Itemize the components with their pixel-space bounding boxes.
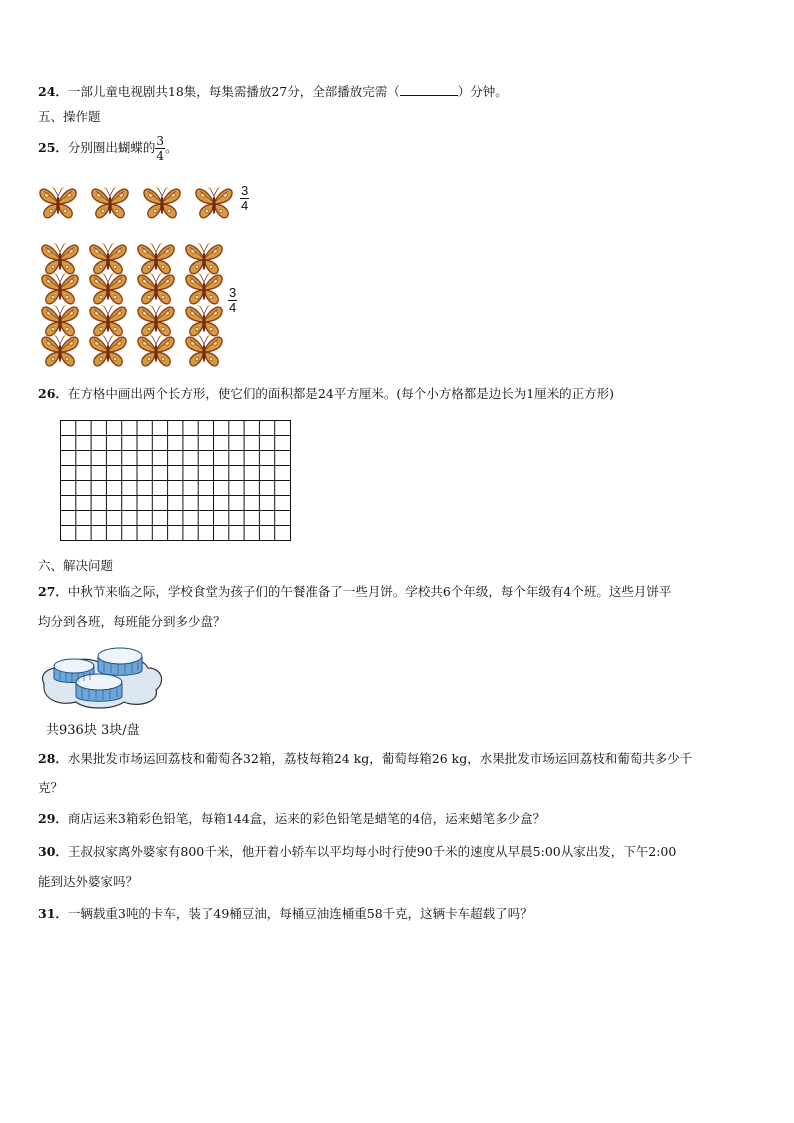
question-text: 一部儿童电视剧共18集，每集需播放27分，全部播放完需（ <box>67 84 400 99</box>
question-31 <box>38 906 533 922</box>
question-text: 商店运来3箱彩色铅笔，每箱144盒，运来的彩色铅笔是蜡笔的4倍，运来蜡笔多少盒？ <box>67 811 546 826</box>
question-text: 在方格中画出两个长方形，使它们的面积都是24平方厘米。(每个小方格都是边长为1厘米的正方形) <box>67 386 615 401</box>
butterfly-icon <box>90 186 130 220</box>
question-text-end: ）分钟。 <box>457 84 508 99</box>
butterfly-icon <box>136 242 176 276</box>
butterfly-icon <box>136 304 176 338</box>
fraction-numerator: 3 <box>241 183 249 198</box>
question-text: 分别圈出蝴蝶的 <box>67 140 156 155</box>
section-title-6: 六、解决问题 <box>38 558 114 573</box>
butterfly-icon <box>184 304 224 338</box>
butterfly-icon <box>184 272 224 306</box>
group-1-fraction <box>240 184 249 213</box>
question-26 <box>38 386 614 402</box>
question-number: 29． <box>38 811 68 826</box>
fraction-numerator: 3 <box>229 285 237 300</box>
fraction-denominator: 4 <box>156 149 165 163</box>
fraction <box>155 134 165 163</box>
question-text-end: 。 <box>165 140 178 155</box>
question-30-line2: 能到达外婆家吗？ <box>38 874 139 889</box>
question-text: 水果批发市场运回荔枝和葡萄各32箱，荔枝每箱24 kg，葡萄每箱26 kg，水果批发市场运回荔枝和葡萄共多少千 <box>67 751 693 766</box>
butterfly-icon <box>142 186 182 220</box>
fraction-denominator: 4 <box>229 300 237 315</box>
butterfly-icon <box>194 186 234 220</box>
question-number: 26． <box>38 386 68 401</box>
question-28-line2: 克？ <box>38 780 64 795</box>
question-29 <box>38 811 545 827</box>
mooncake-caption: 共936块 3块/盘 <box>46 723 140 738</box>
question-27-line1 <box>38 584 671 600</box>
mooncake-plate-illustration <box>38 642 166 710</box>
butterfly-icon <box>184 334 224 368</box>
question-28-line1 <box>38 751 692 767</box>
butterfly-icon <box>40 304 80 338</box>
question-number: 31． <box>38 906 68 921</box>
question-number: 27． <box>38 584 68 599</box>
question-text: 王叔叔家离外婆家有800千米，他开着小轿车以平均每小时行使90千米的速度从早晨5:00从家出发，下午2:00 <box>67 844 677 859</box>
question-24 <box>38 84 508 100</box>
question-text: 一辆载重3吨的卡车，装了49桶豆油，每桶豆油连桶重58千克，这辆卡车超载了吗？ <box>67 906 533 921</box>
section-title-5: 五、操作题 <box>38 109 101 124</box>
fraction-numerator: 3 <box>156 134 165 148</box>
question-number: 24． <box>38 84 68 99</box>
butterfly-icon <box>88 242 128 276</box>
fraction-denominator: 4 <box>241 198 249 213</box>
square-grid[interactable] <box>60 420 292 542</box>
butterfly-icon <box>40 272 80 306</box>
question-27-line2: 均分到各班，每班能分到多少盘？ <box>38 614 226 629</box>
question-number: 25． <box>38 140 68 155</box>
butterfly-icon <box>88 272 128 306</box>
butterfly-icon <box>40 334 80 368</box>
question-text: 中秋节来临之际，学校食堂为孩子们的午餐准备了一些月饼。学校共6个年级，每个年级有4个班。这些月饼平 <box>67 584 672 599</box>
butterfly-icon <box>38 186 78 220</box>
question-30-line1 <box>38 844 676 860</box>
question-number: 28． <box>38 751 68 766</box>
answer-blank[interactable] <box>400 84 458 96</box>
butterfly-icon <box>184 242 224 276</box>
butterfly-icon <box>40 242 80 276</box>
butterfly-icon <box>88 334 128 368</box>
question-25 <box>38 128 178 168</box>
butterfly-icon <box>88 304 128 338</box>
butterfly-icon <box>136 272 176 306</box>
group-2-fraction <box>228 286 237 315</box>
question-number: 30． <box>38 844 68 859</box>
butterfly-icon <box>136 334 176 368</box>
